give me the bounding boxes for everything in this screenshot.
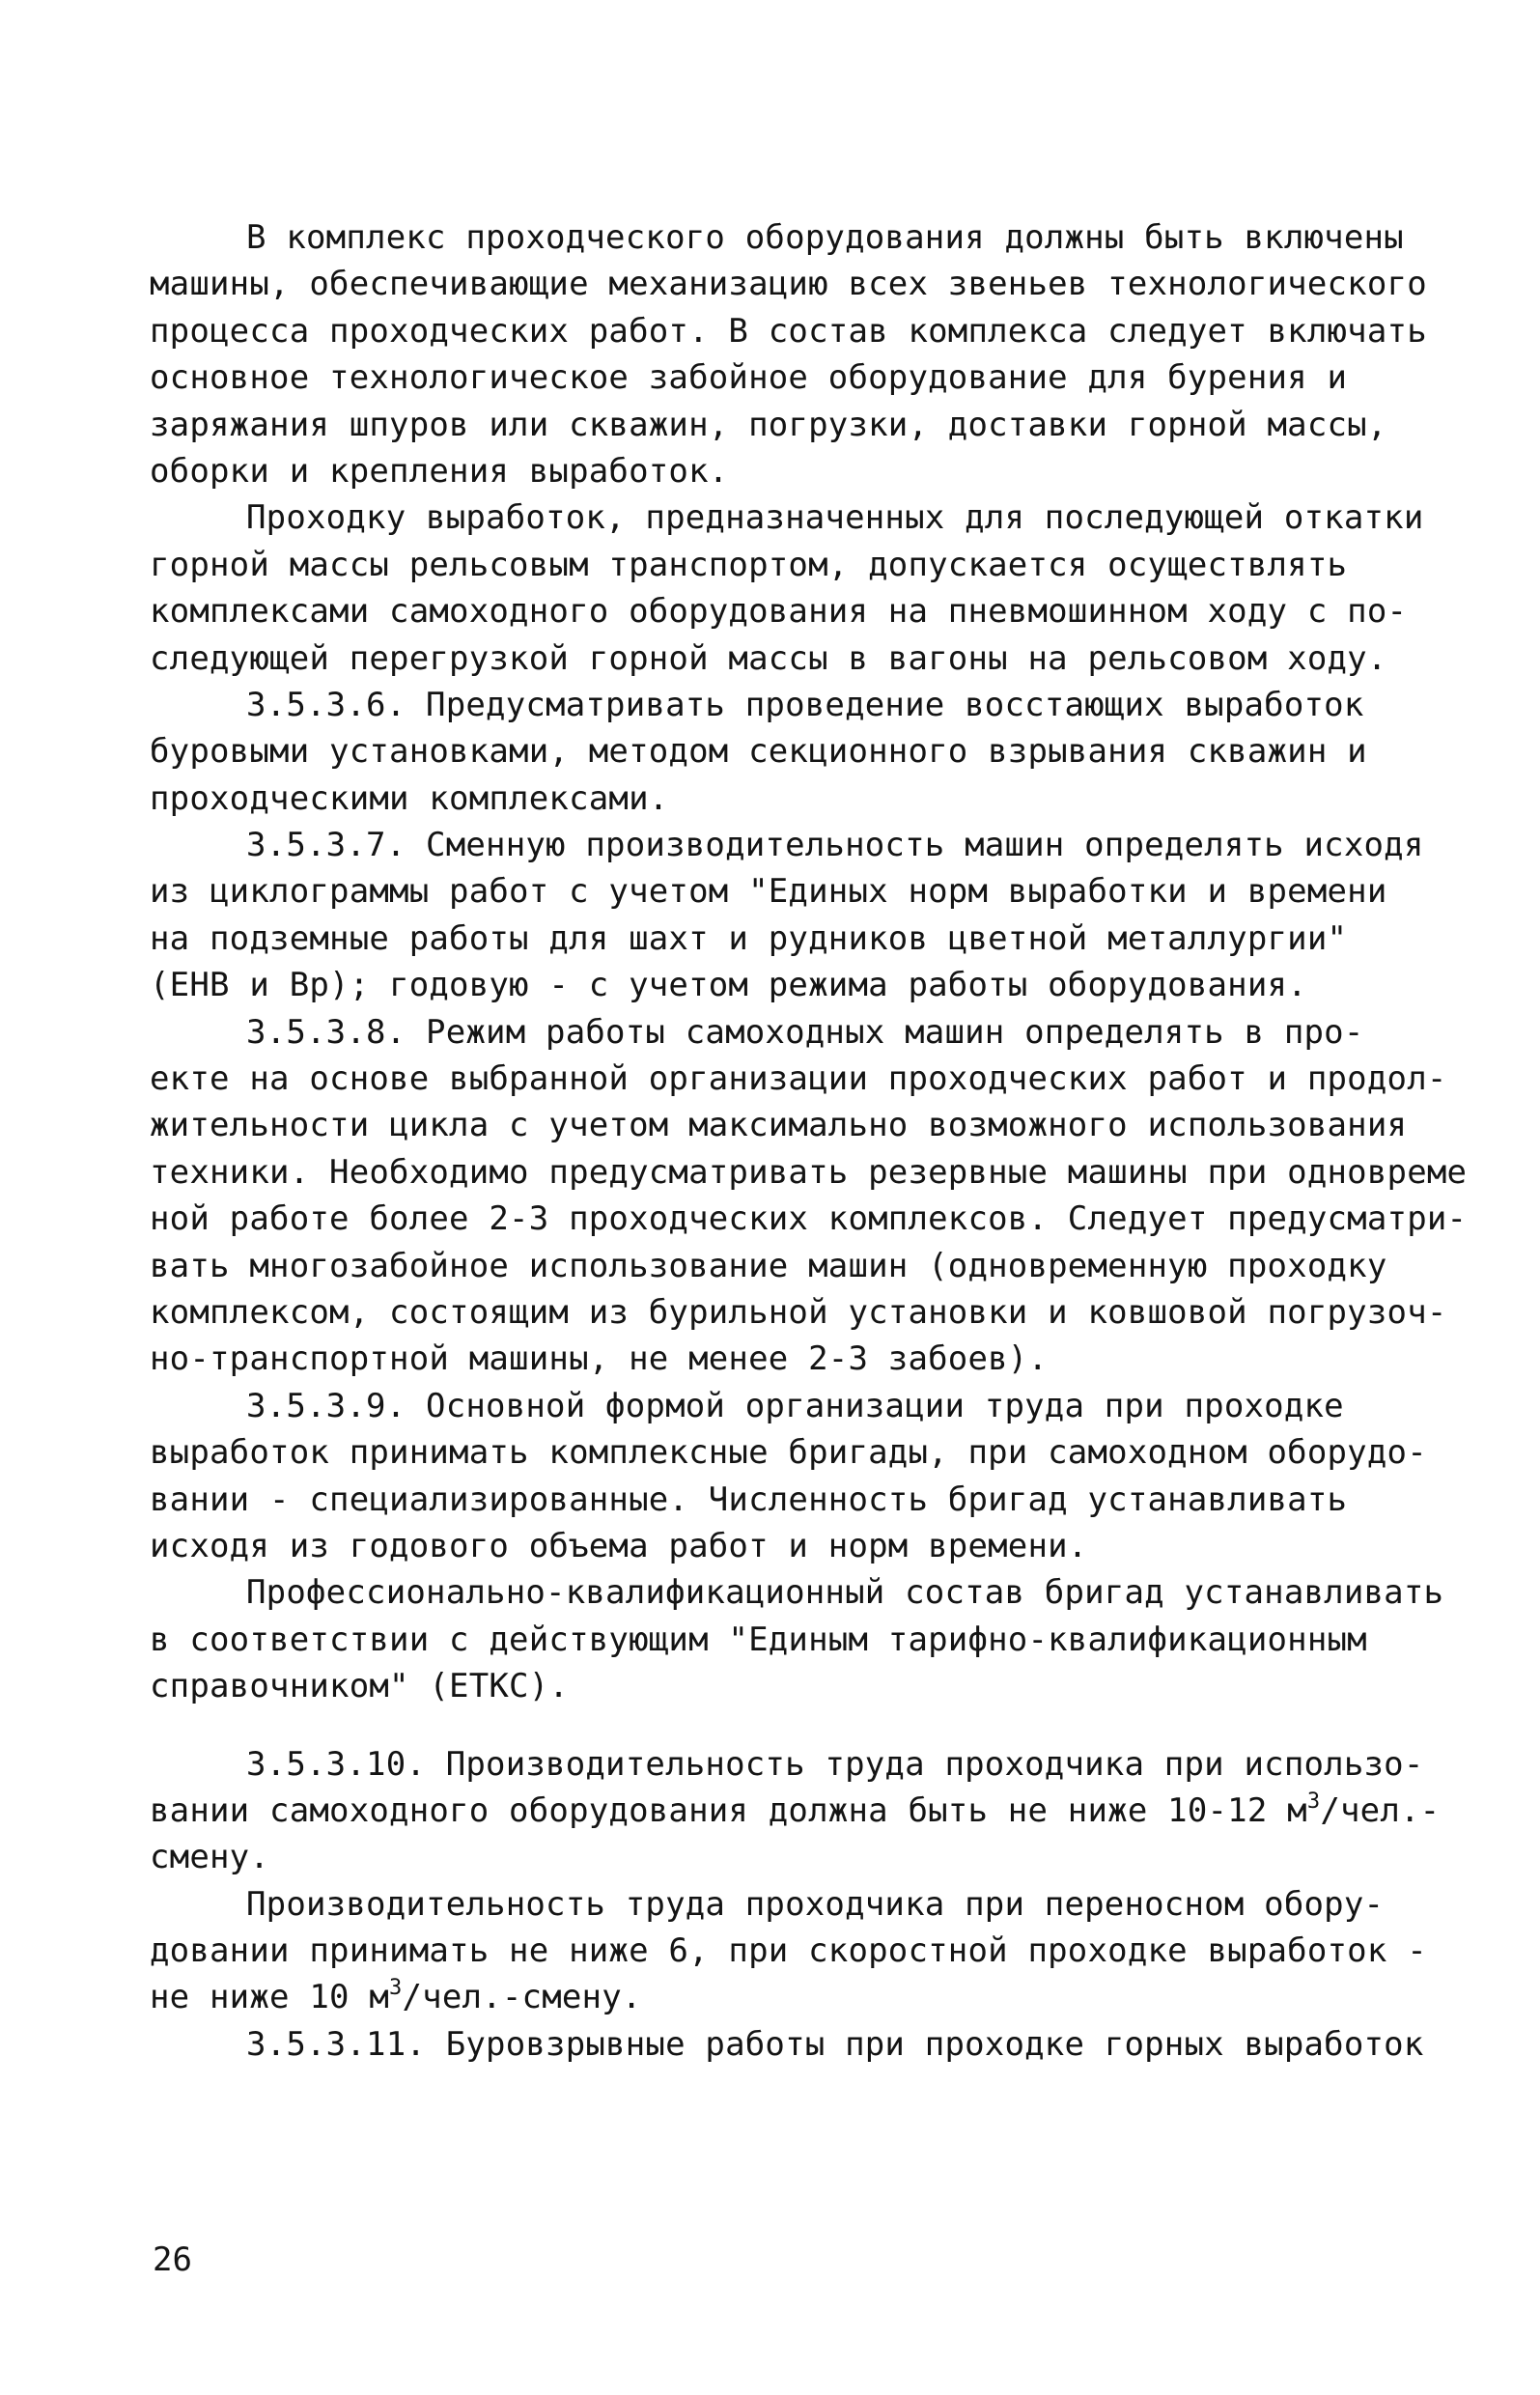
text-line: 3.5.3.7. Сменную производительность машин определять исходя: [246, 826, 1424, 865]
text-fragment: /чел.-: [1320, 1790, 1441, 1830]
text-line: ной работе более 2-3 проходческих комплексов. Следует предусматри-: [150, 1199, 1468, 1239]
text-line: (ЕНВ и Вр); годовую - с учетом режима работы оборудования.: [150, 966, 1307, 1005]
text-line: 3.5.3.8. Режим работы самоходных машин определять в про-: [246, 1012, 1364, 1052]
text-line: 3.5.3.11. Буровзрывные работы при проходке горных выработок: [246, 2024, 1424, 2064]
text-line: в соответствии с действующим "Единым тарифно-квалификационным: [150, 1620, 1367, 1659]
text-line: 3.5.3.6. Предусматривать проведение восстающих выработок: [246, 685, 1364, 724]
text-line: машины, обеспечивающие механизацию всех звеньев технологического: [150, 265, 1427, 304]
text-line: Производительность труда проходчика при переносном обору-: [246, 1884, 1385, 1924]
text-line: исходя из годового объема работ и норм времени.: [150, 1526, 1088, 1565]
text-line: вать многозабойное использование машин (одновременную проходку: [150, 1246, 1387, 1285]
text-line: процесса проходческих работ. В состав комплекса следует включать: [150, 311, 1427, 351]
text-line: выработок принимать комплексные бригады, при самоходном оборудо-: [150, 1433, 1427, 1473]
text-line: 3.5.3.10. Производительность труда проходчика при использо-: [246, 1744, 1424, 1784]
text-line: заряжания шпуров или скважин, погрузки, доставки горной массы,: [150, 405, 1387, 444]
text-line: Проходку выработок, предназначенных для последующей откатки: [246, 498, 1424, 538]
text-line: на подземные работы для шахт и рудников цветной металлургии": [150, 918, 1348, 958]
paragraph-gap: [150, 1710, 1405, 1741]
text-line: 3.5.3.9. Основной формой организации труда при проходке: [246, 1386, 1344, 1425]
text-line: проходческими комплексами.: [150, 778, 669, 818]
text-line: Профессионально-квалификационный состав бригад устанавливать: [246, 1573, 1444, 1613]
body-text: [150, 214, 1468, 2068]
text-fragment: не ниже 10 м: [150, 1978, 390, 2017]
page-number: 26: [153, 2240, 192, 2279]
text-fragment: вании самоходного оборудования должна быть не ниже 10-12 м: [150, 1790, 1307, 1830]
text-line: комплексами самоходного оборудования на пневмошинном ходу с по-: [150, 592, 1408, 632]
text-fragment: /чел.-смену.: [402, 1978, 642, 2017]
text-line: следующей перегрузкой горной массы в вагоны на рельсовом ходу.: [150, 638, 1387, 678]
text-line: [150, 1974, 1405, 2020]
text-line: [150, 1788, 1441, 1834]
superscript: 3: [389, 1976, 403, 2001]
text-line: жительности цикла с учетом максимально возможного использования: [150, 1106, 1408, 1145]
text-line: комплексом, состоящим из бурильной установки и ковшовой погрузоч-: [150, 1292, 1447, 1332]
text-line: В комплекс проходческого оборудования должны быть включены: [246, 218, 1404, 257]
text-line: основное технологическое забойное оборудование для бурения и: [150, 358, 1348, 398]
text-line: буровыми установками, методом секционного взрывания скважин и: [150, 732, 1367, 772]
text-line: довании принимать не ниже 6, при скоростной проходке выработок -: [150, 1931, 1427, 1971]
text-line: оборки и крепления выработок.: [150, 451, 729, 491]
text-line: техники. Необходимо предусматривать резервные машины при одновреме: [150, 1152, 1468, 1192]
text-line: вании - специализированные. Численность бригад устанавливать: [150, 1479, 1348, 1519]
superscript: 3: [1306, 1789, 1321, 1814]
text-line: екте на основе выбранной организации проходческих работ и продол-: [150, 1059, 1447, 1099]
text-line: из циклограммы работ с учетом "Единых норм выработки и времени: [150, 872, 1387, 912]
text-line: справочником" (ЕТКС).: [150, 1667, 570, 1706]
text-line: но-транспортной машины, не менее 2-3 забоев).: [150, 1339, 1049, 1379]
text-line: горной массы рельсовым транспортом, допускается осуществлять: [150, 545, 1348, 584]
text-line: смену.: [150, 1838, 270, 1877]
